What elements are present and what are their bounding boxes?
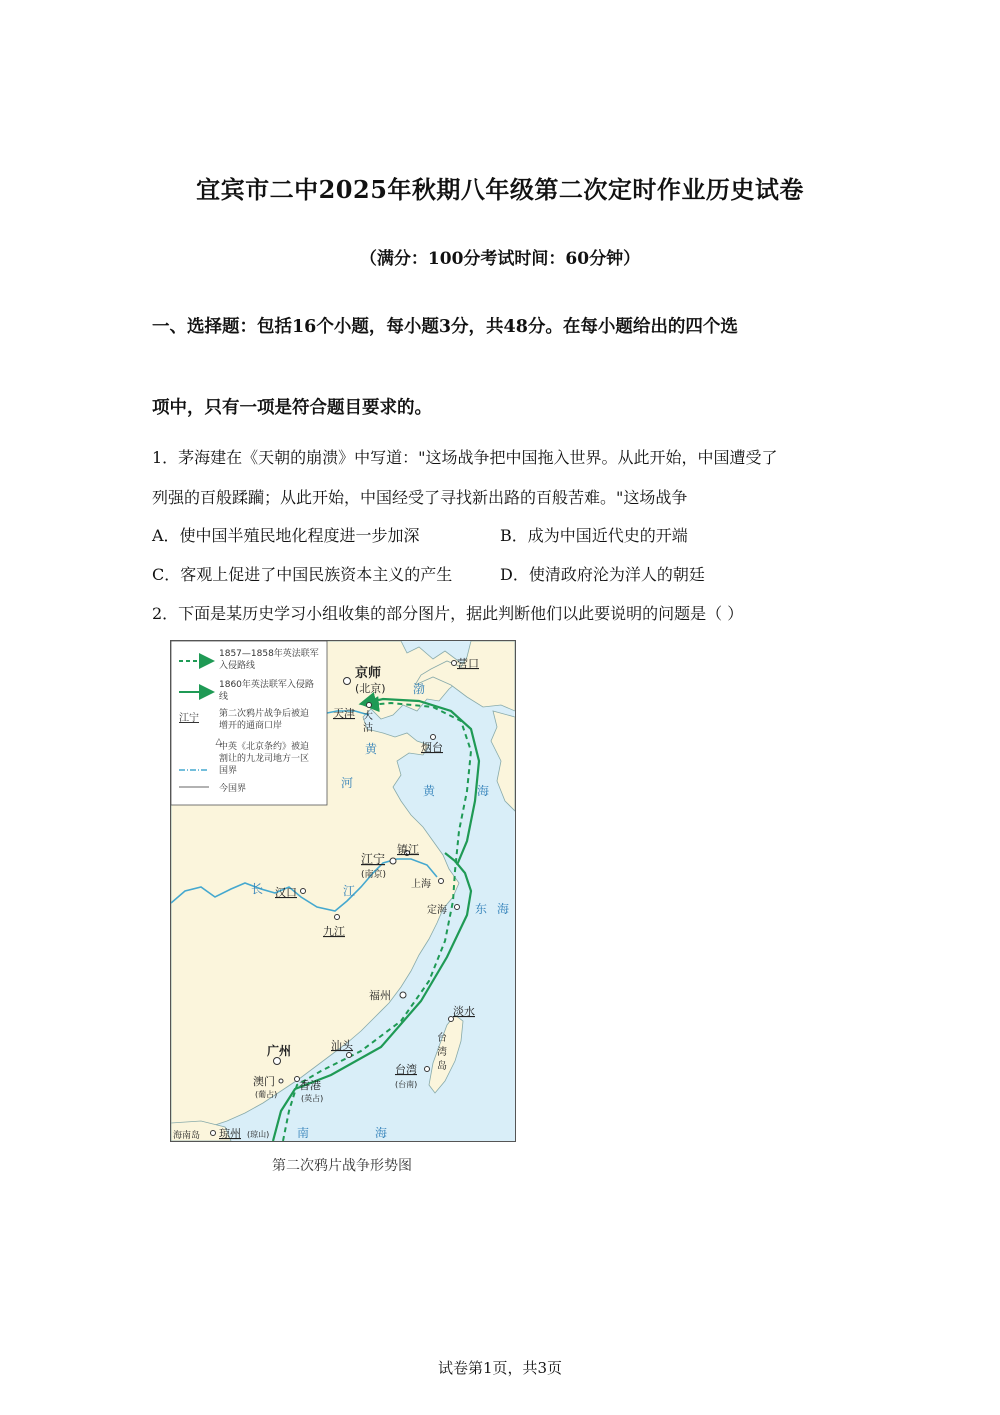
label-east-sea-1: 东 — [475, 902, 488, 916]
page-footer: 试卷第1页，共3页 — [437, 1359, 563, 1377]
legend-label-4b: 割让的九龙司地方一区 — [219, 754, 310, 764]
qiongzhou-marker — [211, 1131, 216, 1136]
shanghai-marker — [439, 879, 444, 884]
question-1-option-b: B．成为中国近代史的开端 — [500, 526, 688, 545]
legend-label-5: 国界 — [219, 766, 238, 776]
question-1-option-d: D．使清政府沦为洋人的朝廷 — [500, 565, 705, 584]
label-dagu-1: 大 — [363, 711, 373, 722]
legend-label-4a: 中英《北京条约》被迫 — [219, 742, 310, 752]
label-jingshi: 京师 — [355, 666, 382, 681]
label-taiwan-city: 台湾 — [395, 1063, 417, 1076]
label-dagu-2: 沽 — [363, 723, 373, 734]
beijing-marker — [344, 678, 351, 685]
label-qiongshan: (琼山) — [247, 1130, 270, 1139]
section-heading-line2: 项中，只有一项是符合题目要求的。 — [152, 398, 432, 418]
legend-label-1b: 入侵路线 — [219, 661, 256, 671]
label-fuzhou: 福州 — [369, 989, 391, 1002]
label-hongkong: 香港 — [299, 1079, 321, 1092]
guangzhou-marker — [274, 1058, 281, 1065]
label-hankou: 汉口 — [275, 886, 297, 899]
question-1-option-a: A．使中国半殖民地化程度进一步加深 — [152, 526, 420, 545]
label-yangtze-2: 江 — [343, 884, 356, 898]
legend-label-1a: 1857—1858年英法联军 — [219, 649, 319, 659]
section-heading-line1: 一、选择题：包括16个小题，每小题3分，共48分。在每小题给出的四个选 — [152, 317, 738, 337]
label-yellow-river-2: 河 — [341, 776, 354, 790]
label-yingkou: 营口 — [457, 657, 479, 670]
label-taiwan-island-2: 湾 — [437, 1047, 447, 1058]
tianjin-marker — [367, 703, 372, 708]
legend-sample-port: 江宁 — [179, 713, 199, 724]
legend-label-3a: 第二次鸦片战争后被迫 — [219, 709, 310, 719]
label-nanjing: (南京) — [361, 870, 387, 880]
label-danshui: 淡水 — [453, 1005, 475, 1018]
label-beijing: (北京) — [355, 682, 386, 695]
label-taiwan-island-1: 台 — [437, 1033, 447, 1044]
question-2-stem: 2．下面是某历史学习小组收集的部分图片，据此判断他们以此要说明的问题是（ ） — [152, 604, 744, 623]
label-south-sea-1: 南 — [297, 1126, 310, 1140]
label-south-sea-2: 海 — [375, 1126, 388, 1140]
label-jiujiang: 九江 — [323, 925, 345, 938]
exam-subtitle: （满分：100分考试时间：60分钟） — [359, 249, 641, 269]
question-1-option-c: C．客观上促进了中国民族资本主义的产生 — [152, 565, 453, 584]
label-tainan: (台南) — [395, 1080, 418, 1089]
label-jiangning: 江宁 — [361, 852, 386, 866]
exam-title: 宜宾市二中2025年秋期八年级第二次定时作业历史试卷 — [196, 175, 804, 204]
legend-label-3b: 增开的通商口岸 — [219, 721, 283, 731]
question-1-stem-line2: 列强的百般蹂躏；从此开始，中国经受了寻找新出路的百般苦难。"这场战争 — [152, 488, 688, 507]
legend-label-6: 今国界 — [219, 784, 247, 794]
label-taiwan-island-3: 岛 — [437, 1061, 447, 1072]
label-tianjin: 天津 — [333, 707, 355, 720]
fuzhou-marker — [400, 992, 406, 998]
label-yellow-sea-2: 海 — [477, 784, 490, 798]
map-svg — [171, 641, 515, 1141]
yingkou-marker — [452, 661, 457, 666]
label-yantai: 烟台 — [421, 741, 443, 754]
jiangning-marker — [390, 858, 396, 864]
hankou-marker — [301, 889, 306, 894]
label-shantou: 汕头 — [331, 1039, 353, 1052]
question-1-stem-line1: 1．茅海建在《天朝的崩溃》中写道："这场战争把中国拖入世界。从此开始，中国遭受了 — [152, 448, 778, 467]
shantou-marker — [347, 1053, 352, 1058]
label-yellow-river-1: 黄 — [365, 742, 378, 756]
legend-label-2b: 线 — [219, 692, 229, 702]
yantai-marker — [431, 735, 436, 740]
label-qiongzhou: 琼州 — [219, 1127, 241, 1140]
dinghai-marker — [455, 905, 460, 910]
tainan-marker — [425, 1067, 430, 1072]
map-caption: 第二次鸦片战争形势图 — [272, 1158, 412, 1174]
label-bohai: 渤 — [413, 682, 426, 696]
label-zhenjiang: 镇江 — [397, 843, 419, 856]
jiujiang-marker — [335, 915, 340, 920]
label-yellow-sea-1: 黄 — [423, 784, 436, 798]
label-guangzhou: 广州 — [267, 1044, 292, 1058]
legend-label-2a: 1860年英法联军入侵路 — [219, 680, 314, 690]
label-hainan: 海南岛 — [173, 1131, 201, 1141]
label-shanghai: 上海 — [411, 879, 431, 890]
label-macau-note: (葡占) — [255, 1090, 278, 1099]
legend-triangle-icon: △ — [215, 737, 223, 747]
second-opium-war-map — [170, 640, 516, 1142]
label-east-sea-2: 海 — [497, 902, 510, 916]
label-hongkong-note: (英占) — [301, 1094, 324, 1103]
macau-marker — [279, 1079, 283, 1083]
label-yangtze-1: 长 — [251, 882, 264, 896]
label-dinghai: 定海 — [427, 905, 447, 916]
label-macau: 澳门 — [253, 1075, 275, 1088]
